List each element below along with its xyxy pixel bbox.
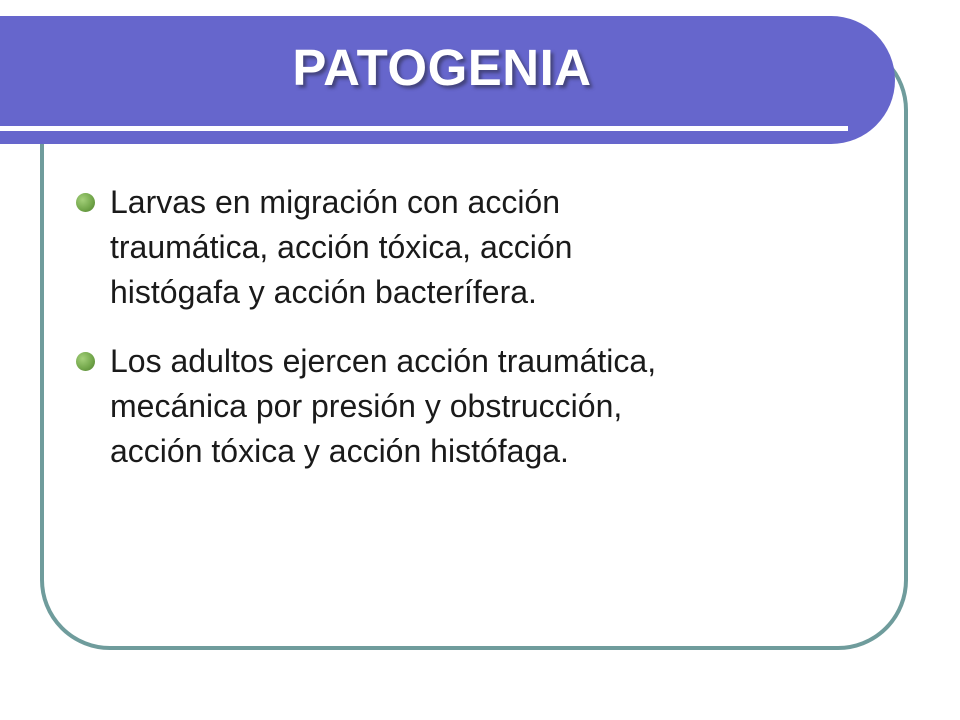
bullet-item-adultos <box>70 339 880 474</box>
bullet-text: Larvas en migración con acción traumática, acción tóxica, acción histógafa y acción bacterífera. <box>110 184 573 310</box>
bullet-dot-icon <box>76 193 95 212</box>
title-underline <box>0 126 848 131</box>
bullet-dot-icon <box>76 352 95 371</box>
bullet-list <box>70 180 880 498</box>
bullet-text: Los adultos ejercen acción traumática, mecánica por presión y obstrucción, acción tóxica y acción histófaga. <box>110 343 657 469</box>
slide-title: PATOGENIA <box>292 39 592 96</box>
bullet-item-larvas <box>70 180 880 315</box>
